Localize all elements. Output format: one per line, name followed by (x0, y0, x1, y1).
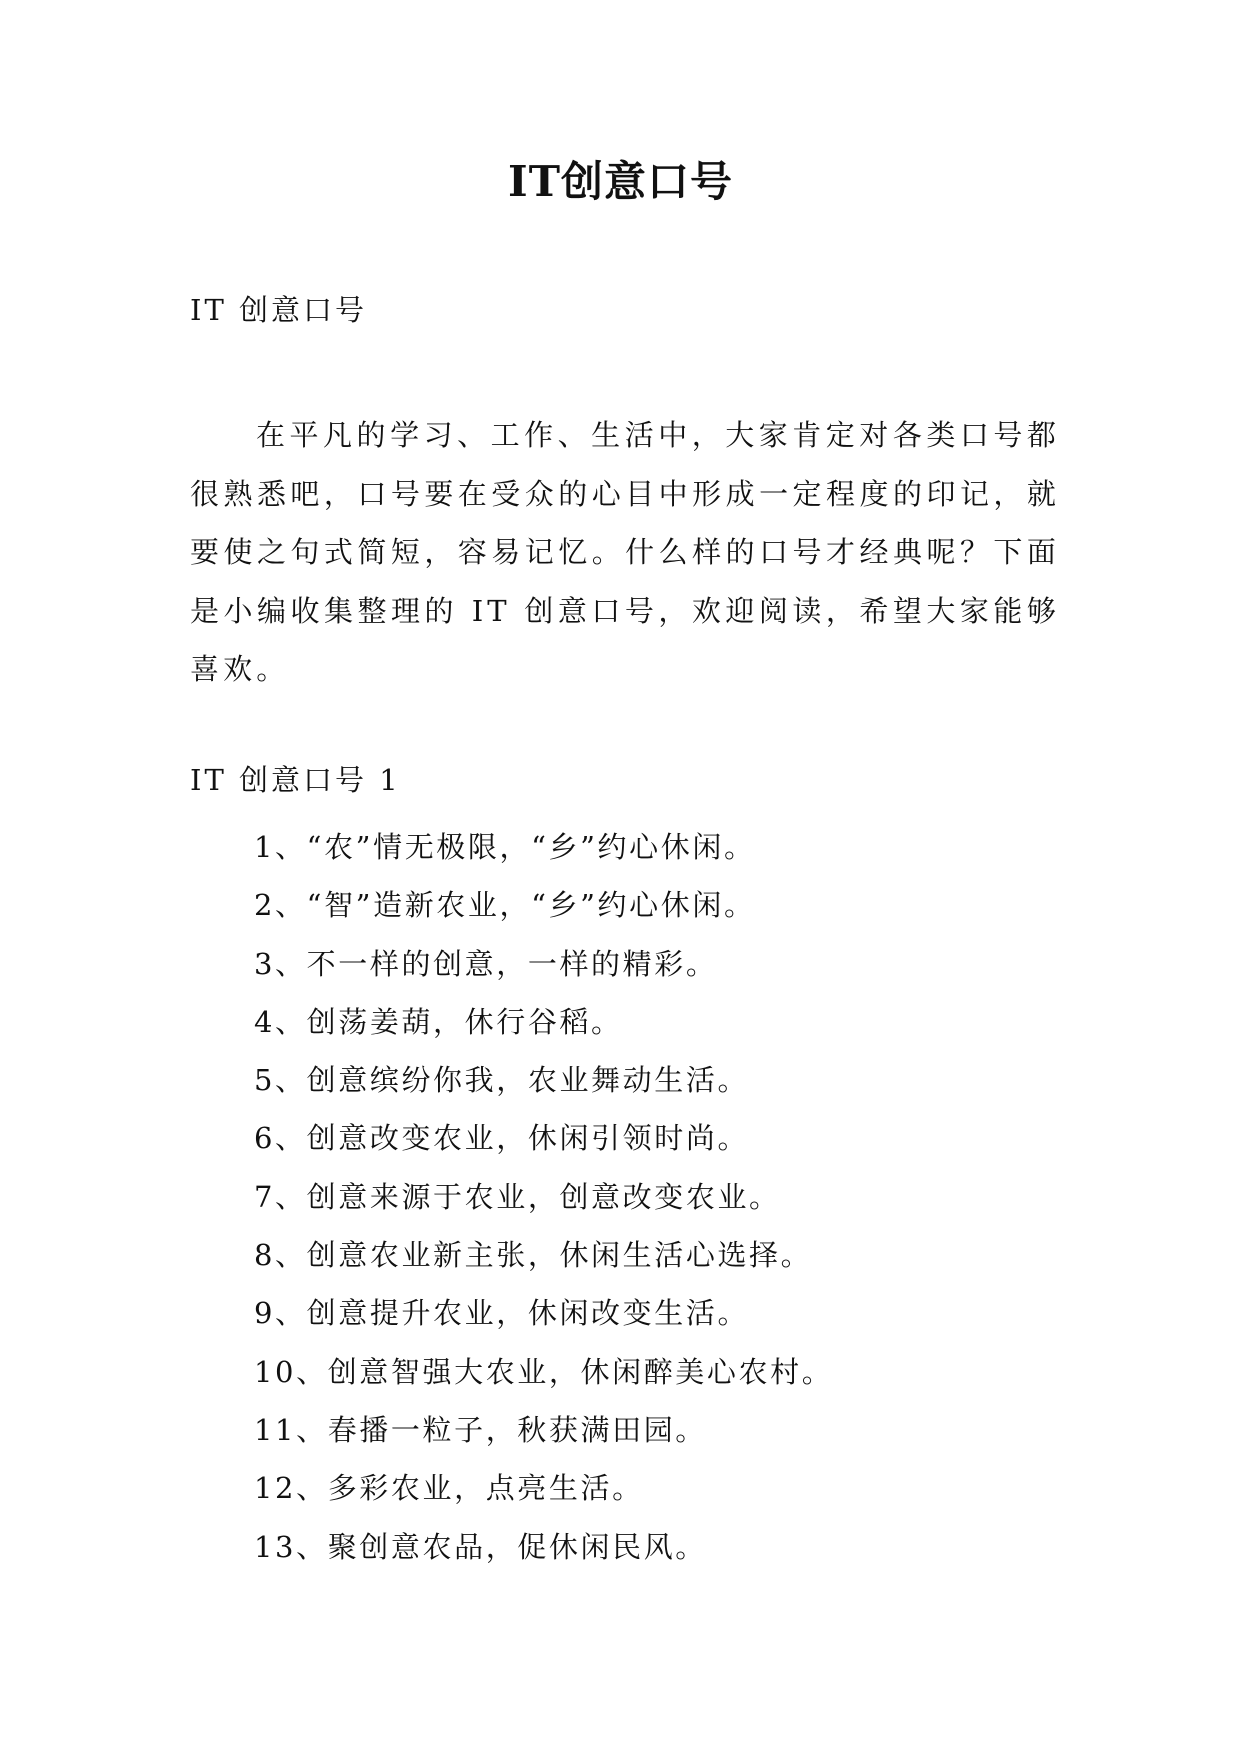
slogan-item: 9、创意提升农业，休闲改变生活。 (254, 1296, 750, 1331)
slogan-item: 13、聚创意农品，促休闲民风。 (254, 1529, 707, 1564)
slogan-item: 5、创意缤纷你我，农业舞动生活。 (254, 1063, 750, 1098)
slogan-item: 12、多彩农业，点亮生活。 (254, 1471, 644, 1506)
slogan-item: 6、创意改变农业，休闲引领时尚。 (254, 1121, 750, 1156)
page-title: IT创意口号 (508, 157, 733, 206)
document-subtitle: IT 创意口号 (190, 293, 368, 327)
slogan-list (254, 818, 833, 1576)
slogan-item: 8、创意农业新主张，休闲生活心选择。 (254, 1238, 813, 1273)
slogan-item: 2、“智”造新农业，“乡”约心休闲。 (254, 888, 756, 923)
slogan-item: 7、创意来源于农业，创意改变农业。 (254, 1179, 781, 1214)
slogan-item: 4、创荡姜葫，休行谷稻。 (254, 1004, 623, 1039)
slogan-item: 3、不一样的创意，一样的精彩。 (254, 946, 718, 981)
slogan-item: 11、春播一粒子，秋获满田园。 (254, 1412, 707, 1447)
intro-paragraph: 在平凡的学习、工作、生活中，大家肯定对各类口号都很熟悉吧，口号要在受众的心目中形成一定程度的印记，就要使之句式简短，容易记忆。什么样的口号才经典呢？下面是小编收集整理的 IT 创意口号，欢迎阅读，希望大家能够喜欢。 (190, 418, 1060, 686)
section-heading: IT 创意口号 1 (190, 763, 401, 797)
slogan-item: 1、“农”情无极限，“乡”约心休闲。 (254, 830, 756, 864)
slogan-item: 10、创意智强大农业，休闲醉美心农村。 (254, 1354, 834, 1389)
